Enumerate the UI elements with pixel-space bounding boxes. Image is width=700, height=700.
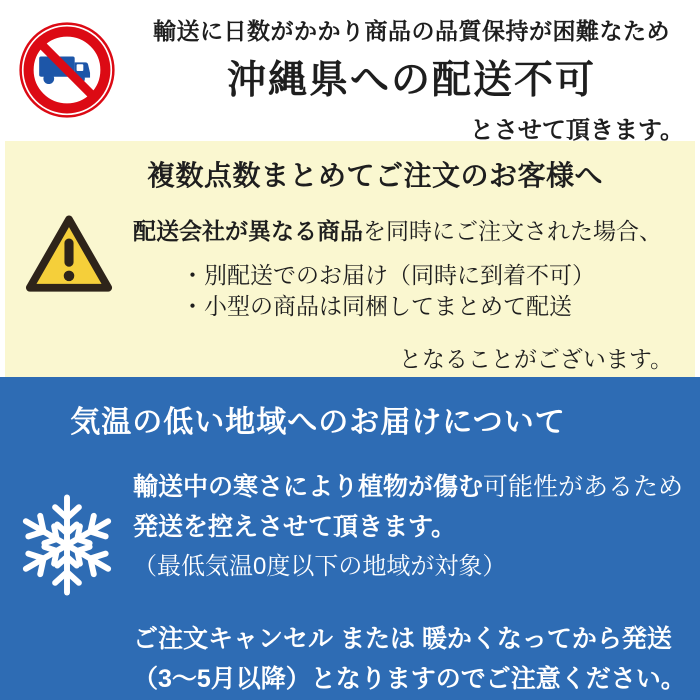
no-truck-icon bbox=[0, 0, 133, 141]
target-region-line: （最低気温0度以下の地域が対象） bbox=[133, 553, 507, 580]
multi-order-lead-bold: 配送会社が異なる商品 bbox=[133, 218, 363, 244]
okinawa-title: 沖縄県への配送不可 bbox=[226, 59, 596, 102]
multi-order-text bbox=[133, 141, 695, 377]
months-caution-line: （3～5月以降）となりますのでご注意ください。 bbox=[133, 665, 686, 693]
hold-shipping-line: 発送を控えさせて頂きます。 bbox=[133, 513, 457, 541]
multi-order-notice-section bbox=[0, 141, 700, 377]
cold-region-heading: 気温の低い地域へのお届けについて bbox=[70, 406, 566, 439]
snowflake-icon bbox=[0, 441, 133, 699]
multi-order-heading: 複数点数まとめてご注文のお客様へ bbox=[146, 160, 603, 191]
cold-risk-line bbox=[133, 467, 692, 507]
multi-order-closing: となることがございます。 bbox=[398, 346, 673, 372]
bullet-separate-delivery: ・別配送でのお届け（同時に到着不可） bbox=[181, 262, 595, 288]
cancel-or-wait-line: ご注文キャンセル または 暖かくなってから発送 bbox=[133, 625, 672, 653]
multi-order-lead bbox=[133, 213, 683, 246]
cold-region-notice-section bbox=[0, 377, 700, 700]
cold-region-text bbox=[133, 441, 700, 699]
cold-risk-bold: 輸送中の寒さにより植物が傷む bbox=[133, 473, 484, 501]
bullet-small-items: ・小型の商品は同梱してまとめて配送 bbox=[181, 293, 572, 319]
okinawa-reason-line: 輸送に日数がかかり商品の品質保持が困難なため bbox=[153, 18, 670, 44]
okinawa-notice-section bbox=[0, 0, 700, 144]
multi-order-bullets bbox=[181, 260, 683, 322]
multi-order-lead-rest: を同時にご注文された場合、 bbox=[363, 218, 662, 244]
okinawa-notice-text bbox=[133, 0, 700, 144]
cold-region-body bbox=[0, 441, 700, 699]
warning-icon bbox=[5, 141, 133, 377]
cold-risk-rest: 可能性があるため bbox=[483, 473, 684, 501]
okinawa-suffix-line: とさせて頂きます。 bbox=[469, 117, 684, 144]
